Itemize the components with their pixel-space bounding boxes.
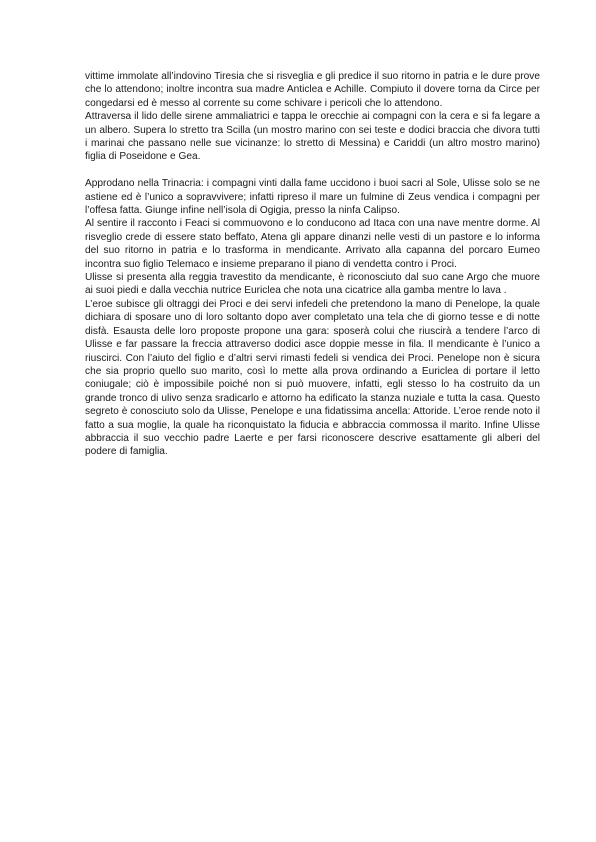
paragraph-tiresia: vittime immolate all’indovino Tiresia che si risveglia e gli predice il suo ritorno in patria e le dure prove che lo attendono; inoltre incontra sua madre Anticlea e Achille. Compiuto il dovere torna da Circe per congedarsi ed è messo al corrente su come schivare i pericoli che lo attendono. xyxy=(85,71,540,109)
body-text xyxy=(85,70,540,459)
paragraph-feaci: Al sentire il racconto i Feaci si commuovono e lo conducono ad Itaca con una nave mentre dorme. Al risveglio crede di essere stato beffato, Atena gli appare dinanzi nelle vesti di un pastore e lo informa del suo ritorno in patria e lo trasforma in mendicante. Arrivato alla capanna del porcaro Eumeo incontra suo figlio Telemaco e insieme preparano il piano di vendetta contro i Proci. xyxy=(85,218,540,270)
paragraph-proci: L’eroe subisce gli oltraggi dei Proci e dei servi infedeli che pretendono la mano di Penelope, la quale dichiara di sposare uno di loro soltanto dopo aver completato una tela che di giorno tesse e di notte disfà. Esausta delle loro proposte propone una gara: sposerà colui che riuscirà a tendere l’arco di Ulisse e far passare la freccia attraverso dodici asce doppie messe in fila. Il mendicante è l’unico a riuscirci. Con l’aiuto del figlio e d’altri servi rimasti fedeli si vendica dei Proci. Penelope non è sicura che sia proprio quello suo marito, così lo mette alla prova ordinando a Euriclea di portare il letto coniugale; ciò è impossibile poiché non si può muovere, infatti, egli stesso lo ha costruito da un grande tronco di ulivo senza sradicarlo e attorno ha edificato la stanza nuziale e tutta la casa. Questo segreto è conosciuto solo da Ulisse, Penelope e una fidatissima ancella: Attoride. L’eroe rende noto il fatto a sua moglie, la quale ha riconquistato la fiducia e abbraccia commossa il marito. Infine Ulisse abbraccia il suo vecchio padre Laerte e per farsi riconoscere descrive esattamente gli alberi del podere di famiglia. xyxy=(85,298,540,458)
paragraph-trinacria: Approdano nella Trinacria: i compagni vinti dalla fame uccidono i buoi sacri al Sole, Ulisse solo se ne astiene ed è l’unico a sopravvivere; infatti ripreso il mare un fulmine di Zeus vendica i compagni per l’offesa fatta. Giunge infine nell’isola di Ogigia, presso la ninfa Calipso. xyxy=(85,178,540,217)
paragraph-argo: Ulisse si presenta alla reggia travestito da mendicante, è riconosciuto dal suo cane Argo che muore ai suoi piedi e dalla vecchia nutrice Euriclea che nota una cicatrice alla gamba mentre lo lava . xyxy=(85,272,540,297)
paragraph-spacer xyxy=(85,164,540,177)
paragraph-sirene: Attraversa il lido delle sirene ammaliatrici e tappa le orecchie ai compagni con la cera e si fa legare a un albero. Supera lo stretto tra Scilla (un mostro marino con sei teste e dodici braccia che divora tutti i marinai che passano nelle sue vicinanze: lo stretto di Messina) e Cariddi (un altro mostro marino) figlia di Poseidone e Gea. xyxy=(85,111,540,163)
